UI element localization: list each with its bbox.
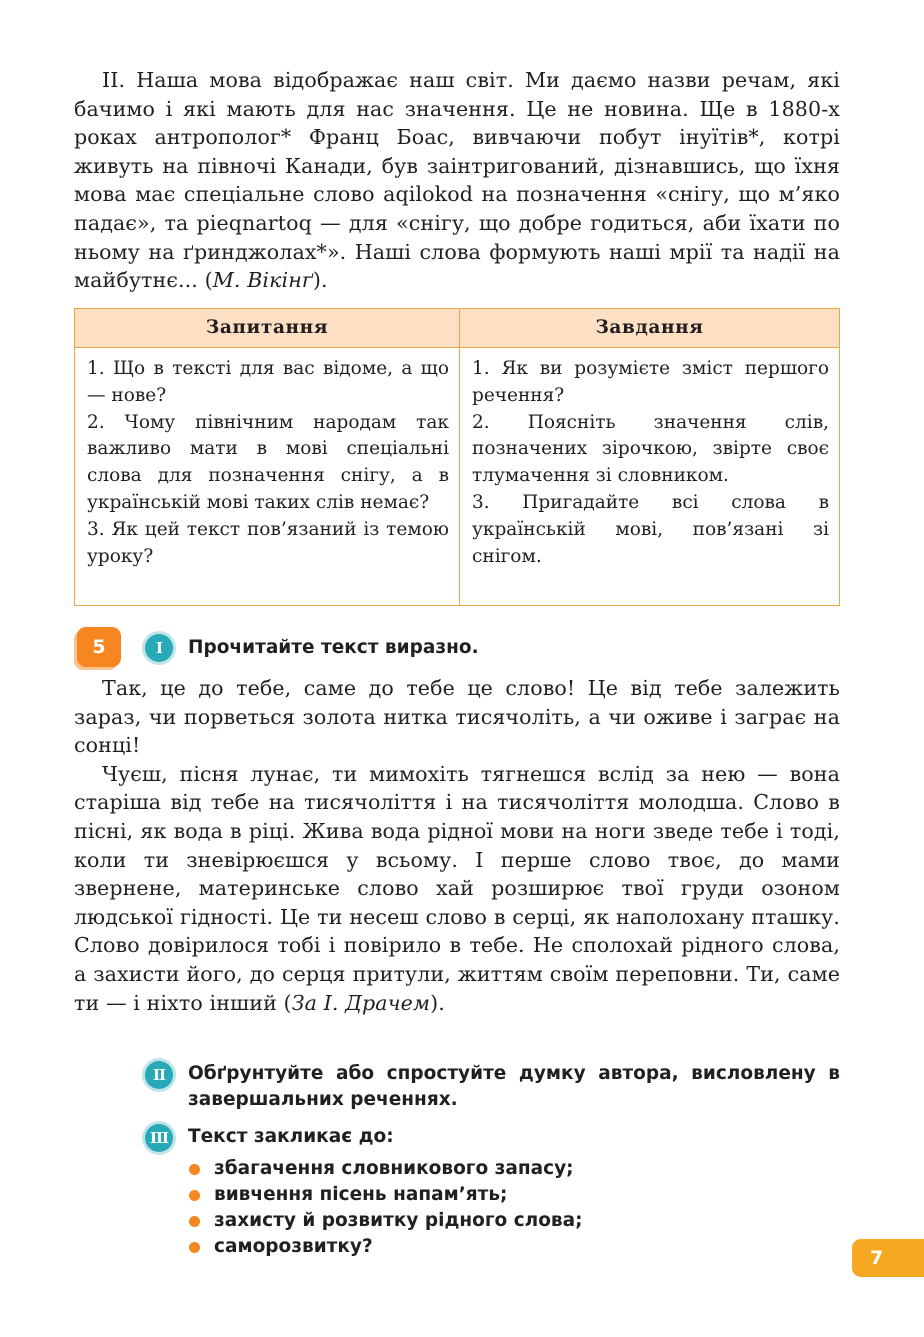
part-three-marker: III bbox=[145, 1124, 173, 1152]
question-item: 2. Чому північним народам так важливо мати в мові спеціальні слова для позначення снігу, а в українській мові таких слів немає? bbox=[87, 411, 449, 513]
questions-cell bbox=[75, 348, 460, 606]
bullet-dot-icon bbox=[189, 1216, 200, 1227]
header-tasks: Завдання bbox=[460, 309, 840, 348]
part-one-instruction: Прочитайте текст виразно. bbox=[188, 637, 479, 658]
page-number: 7 bbox=[852, 1239, 924, 1277]
list-item bbox=[188, 1156, 583, 1182]
intro-body: ІІ. Наша мова відображає наш світ. Ми даємо назви речам, які бачимо і які мають для нас значення. Це не новина. Ще в 1880-х роках антрополог* Франц Боас, вивчаючи побут інуїтів*, котрі живуть на півночі Канади, був заінтригований, дізнавшись, що їхня мова має спеціальне слово aqilokod на позначення «снігу, що м’яко падає», та pieqnartoq — для «снігу, що добре годиться, аби їхати по ньому на ґринджолах*». Наші слова формують наші мрії та надії на майбутнє... ( bbox=[74, 68, 840, 293]
paragraph-2-body: Чуєш, пісня лунає, ти мимохіть тягнешся вслід за нею — вона старіша від тебе на тисячоліття і на тисячоліття молодша. Слово в пісні, як вода в ріці. Жива вода рідної мови на ноги зведе тебе і тоді, коли ти зневірюєшся у всьому. І перше слово твоє, до мами звернене, материнське слово хай розширює твої груди озоном людської гідності. Це ти несеш слово в серці, як наполохану пташку. Слово довірилося тобі і повірило в тебе. Не сполохай рідного слова, а захисти його, до серця притули, життям своїм переповни. Ти, саме ти — і ніхто інший ( bbox=[74, 761, 840, 1015]
question-item: 1. Що в тексті для вас відоме, а що — нове? bbox=[87, 358, 449, 406]
intro-text bbox=[74, 66, 840, 295]
list-item bbox=[188, 1208, 583, 1234]
tasks-cell bbox=[460, 348, 840, 606]
list-item bbox=[188, 1182, 583, 1208]
paragraph-2-end: ). bbox=[430, 990, 445, 1015]
list-item-text: саморозвитку? bbox=[214, 1236, 373, 1257]
intro-end: ). bbox=[312, 268, 328, 293]
part-three-instruction: Текст закликає до: bbox=[188, 1126, 394, 1147]
bullet-dot-icon bbox=[189, 1164, 200, 1175]
reading-paragraph-2 bbox=[74, 760, 840, 1017]
list-item bbox=[188, 1234, 583, 1260]
question-item: 3. Як цей текст пов’язаний із темою уроку? bbox=[87, 518, 449, 567]
header-questions: Запитання bbox=[75, 309, 460, 348]
intro-author: М. Вікінґ bbox=[212, 268, 313, 293]
paragraph-2-author: За І. Драчем bbox=[291, 990, 431, 1015]
task-item: 1. Як ви розумієте зміст першого речення? bbox=[472, 358, 829, 406]
reading-paragraph-1: Так, це до тебе, саме до тебе це слово! Це від тебе залежить зараз, чи порветься золота нитка тисячоліть, а чи оживе і заграє на сонці! bbox=[74, 676, 840, 758]
part-two-instruction: Обґрунтуйте або спростуйте думку автора, висловлену в завершальних реченнях. bbox=[188, 1063, 840, 1110]
bullet-list bbox=[188, 1156, 583, 1260]
bullet-dot-icon bbox=[189, 1242, 200, 1253]
questions-tasks-table bbox=[74, 308, 840, 606]
table-header-row bbox=[75, 309, 840, 348]
task-item: 2. Поясніть значення слів, позначених зірочкою, звірте своє тлумачення зі словником. bbox=[472, 411, 829, 487]
reading-text bbox=[74, 674, 840, 1017]
part-two-marker: II bbox=[145, 1061, 173, 1089]
exercise-number-badge: 5 bbox=[77, 627, 121, 667]
bullet-dot-icon bbox=[189, 1190, 200, 1201]
intro-paragraph bbox=[74, 66, 840, 295]
part-one-marker: I bbox=[145, 634, 173, 662]
list-item-text: збагачення словникового запасу; bbox=[214, 1158, 574, 1179]
task-item: 3. Пригадайте всі слова в українській мові, пов’язані зі снігом. bbox=[472, 491, 829, 567]
list-item-text: захисту й розвитку рідного слова; bbox=[214, 1210, 583, 1231]
table-row bbox=[75, 348, 840, 606]
list-item-text: вивчення пісень напам’ять; bbox=[214, 1184, 508, 1205]
